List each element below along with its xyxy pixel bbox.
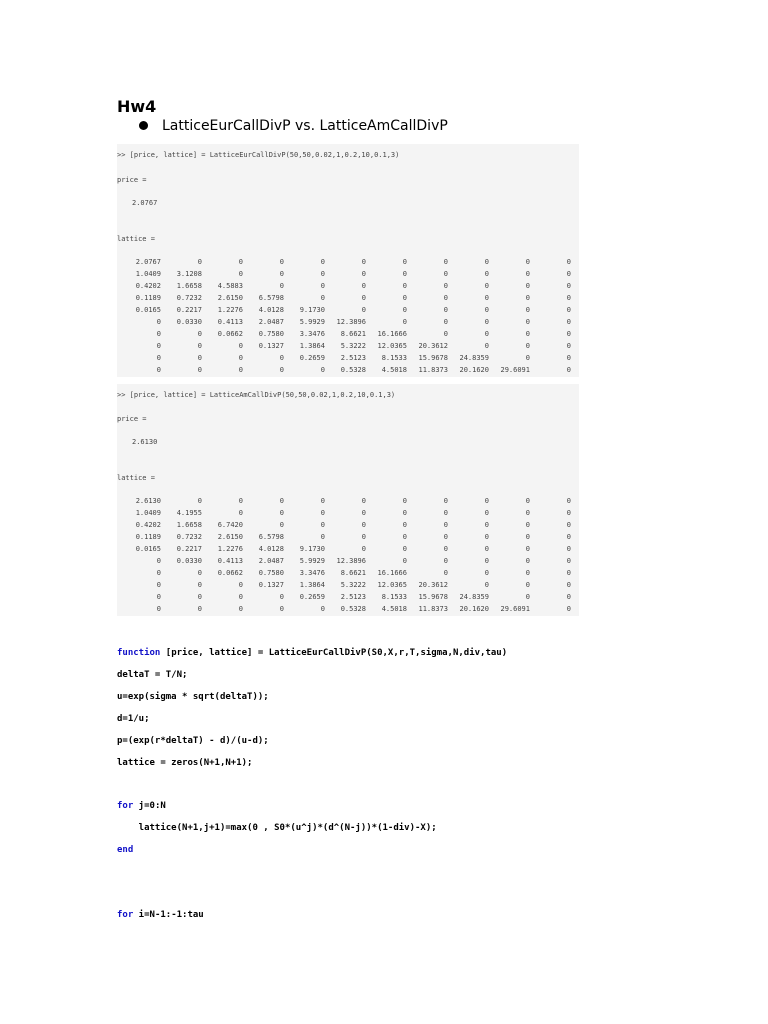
lattice-cell: 0	[402, 318, 407, 326]
bullet-icon	[139, 121, 148, 130]
lattice-cell: 0	[361, 306, 366, 314]
lattice-cell: 0	[238, 581, 243, 589]
lattice-cell: 0	[402, 294, 407, 302]
lattice-cell: 0	[525, 569, 530, 577]
lattice-cell: 0	[197, 330, 202, 338]
lattice-cell: 0.2659	[299, 593, 325, 601]
lattice-cell: 0.7232	[176, 294, 202, 302]
lattice-cell: 0	[566, 282, 571, 290]
lattice-cell: 0	[566, 366, 571, 374]
lattice-cell: 3.3476	[299, 330, 325, 338]
lattice-cell: 0	[197, 342, 202, 350]
lattice-cell: 0.5328	[340, 366, 366, 374]
lattice-cell: 0	[402, 258, 407, 266]
lattice-row	[117, 330, 579, 341]
lattice-cell: 0	[279, 521, 284, 529]
lattice-cell: 5.9929	[299, 318, 325, 326]
lattice-cell: 0	[156, 354, 161, 362]
lattice-cell: 0.0662	[217, 330, 243, 338]
lattice-cell: 0.7580	[258, 330, 284, 338]
lattice-cell: 0	[484, 497, 489, 505]
lattice-cell: 0.0165	[135, 306, 161, 314]
lattice-cell: 4.5018	[381, 366, 407, 374]
lattice-cell: 4.0128	[258, 545, 284, 553]
lattice-cell: 0	[525, 521, 530, 529]
code-line	[117, 910, 204, 920]
lattice-cell: 0.1189	[135, 533, 161, 541]
lattice-cell: 0	[197, 354, 202, 362]
lattice-row	[117, 294, 579, 305]
lattice-cell: 6.5798	[258, 533, 284, 541]
lattice-cell: 24.8359	[459, 354, 489, 362]
lattice-cell: 3.3476	[299, 569, 325, 577]
lattice-cell: 0	[566, 569, 571, 577]
lattice-cell: 0	[484, 509, 489, 517]
lattice-cell: 6.7420	[217, 521, 243, 529]
price-label: price =	[117, 415, 147, 423]
lattice-cell: 0	[525, 354, 530, 362]
lattice-cell: 0	[238, 366, 243, 374]
lattice-cell: 0	[484, 569, 489, 577]
lattice-cell: 0	[361, 497, 366, 505]
lattice-cell: 4.1955	[176, 509, 202, 517]
lattice-cell: 0	[525, 258, 530, 266]
lattice-cell: 20.1620	[459, 366, 489, 374]
lattice-cell: 0	[525, 581, 530, 589]
lattice-cell: 9.1730	[299, 306, 325, 314]
lattice-cell: 0	[443, 533, 448, 541]
code-line: lattice = zeros(N+1,N+1);	[117, 758, 253, 768]
lattice-row	[117, 557, 579, 568]
lattice-row	[117, 354, 579, 365]
lattice-cell: 0	[525, 306, 530, 314]
lattice-cell: 0	[156, 330, 161, 338]
lattice-cell: 2.0487	[258, 557, 284, 565]
lattice-row	[117, 318, 579, 329]
lattice-cell: 0	[361, 521, 366, 529]
lattice-cell: 0	[566, 270, 571, 278]
document-subtitle: LatticeEurCallDivP vs. LatticeAmCallDivP	[162, 118, 448, 134]
lattice-cell: 12.0365	[377, 581, 407, 589]
console-command: >> [price, lattice] = LatticeEurCallDivP(50,50,0.02,1,0.2,10,0.1,3)	[117, 151, 400, 159]
lattice-cell: 0.4113	[217, 318, 243, 326]
lattice-cell: 0	[238, 497, 243, 505]
lattice-cell: 2.6130	[135, 497, 161, 505]
lattice-row	[117, 605, 579, 616]
lattice-cell: 29.6091	[500, 605, 530, 613]
code-keyword: for	[117, 910, 134, 920]
lattice-cell: 0	[279, 354, 284, 362]
lattice-cell: 0	[197, 593, 202, 601]
lattice-cell: 4.5018	[381, 605, 407, 613]
lattice-cell: 1.6658	[176, 521, 202, 529]
lattice-cell: 0	[566, 545, 571, 553]
lattice-cell: 0	[443, 318, 448, 326]
lattice-cell: 0	[361, 270, 366, 278]
lattice-cell: 0	[443, 545, 448, 553]
lattice-cell: 1.2276	[217, 545, 243, 553]
lattice-cell: 0	[525, 318, 530, 326]
lattice-cell: 16.1666	[377, 330, 407, 338]
console-output-american	[117, 384, 579, 616]
lattice-cell: 0	[402, 509, 407, 517]
lattice-cell: 2.6150	[217, 533, 243, 541]
lattice-cell: 20.1620	[459, 605, 489, 613]
lattice-cell: 0	[156, 342, 161, 350]
lattice-cell: 0	[443, 521, 448, 529]
lattice-row	[117, 366, 579, 377]
lattice-row	[117, 342, 579, 353]
lattice-cell: 8.1533	[381, 354, 407, 362]
lattice-cell: 0	[566, 497, 571, 505]
lattice-cell: 0	[484, 306, 489, 314]
lattice-row	[117, 282, 579, 293]
lattice-cell: 0.1327	[258, 342, 284, 350]
lattice-cell: 0	[402, 497, 407, 505]
lattice-cell: 0	[525, 270, 530, 278]
lattice-row	[117, 521, 579, 532]
lattice-cell: 0	[197, 497, 202, 505]
lattice-cell: 0	[361, 533, 366, 541]
lattice-cell: 0	[279, 593, 284, 601]
lattice-cell: 0	[525, 509, 530, 517]
lattice-row	[117, 545, 579, 556]
lattice-cell: 5.3222	[340, 581, 366, 589]
lattice-cell: 8.1533	[381, 593, 407, 601]
lattice-cell: 0	[361, 258, 366, 266]
lattice-cell: 0	[525, 545, 530, 553]
lattice-cell: 0	[402, 270, 407, 278]
lattice-cell: 9.1730	[299, 545, 325, 553]
code-keyword: for	[117, 801, 134, 811]
lattice-cell: 0	[566, 533, 571, 541]
lattice-cell: 0	[484, 521, 489, 529]
lattice-cell: 0	[566, 330, 571, 338]
lattice-cell: 11.8373	[418, 605, 448, 613]
lattice-cell: 2.5123	[340, 593, 366, 601]
lattice-cell: 0.0330	[176, 318, 202, 326]
lattice-cell: 5.3222	[340, 342, 366, 350]
code-line	[117, 801, 166, 811]
lattice-cell: 0	[566, 306, 571, 314]
lattice-cell: 0.0165	[135, 545, 161, 553]
lattice-cell: 1.0409	[135, 270, 161, 278]
lattice-row	[117, 258, 579, 269]
lattice-cell: 0	[566, 318, 571, 326]
code-line: u=exp(sigma * sqrt(deltaT));	[117, 692, 269, 702]
lattice-row	[117, 581, 579, 592]
lattice-cell: 0	[361, 509, 366, 517]
lattice-cell: 0	[238, 509, 243, 517]
lattice-cell: 0	[443, 509, 448, 517]
lattice-cell: 0	[156, 366, 161, 374]
lattice-cell: 0	[566, 354, 571, 362]
lattice-cell: 0	[484, 294, 489, 302]
lattice-cell: 12.3896	[336, 557, 366, 565]
lattice-cell: 11.8373	[418, 366, 448, 374]
lattice-cell: 0.4113	[217, 557, 243, 565]
lattice-row	[117, 593, 579, 604]
lattice-cell: 0	[320, 366, 325, 374]
lattice-cell: 0	[238, 354, 243, 362]
code-line: d=1/u;	[117, 714, 150, 724]
lattice-cell: 0.4202	[135, 521, 161, 529]
lattice-cell: 0	[443, 497, 448, 505]
lattice-cell: 0	[320, 497, 325, 505]
lattice-cell: 0	[443, 557, 448, 565]
lattice-cell: 0	[320, 294, 325, 302]
lattice-cell: 2.0767	[135, 258, 161, 266]
lattice-cell: 0.2217	[176, 306, 202, 314]
lattice-cell: 0	[279, 270, 284, 278]
lattice-cell: 0	[566, 605, 571, 613]
code-keyword: function	[117, 648, 161, 658]
lattice-cell: 0	[566, 593, 571, 601]
lattice-cell: 0	[443, 282, 448, 290]
code-line: lattice(N+1,j+1)=max(0 , S0*(u^j)*(d^(N-j))*(1-div)-X);	[117, 823, 437, 833]
lattice-row	[117, 509, 579, 520]
lattice-cell: 0.2217	[176, 545, 202, 553]
lattice-cell: 0	[566, 581, 571, 589]
lattice-cell: 0	[156, 318, 161, 326]
lattice-cell: 0	[197, 605, 202, 613]
lattice-cell: 0	[484, 557, 489, 565]
lattice-cell: 0	[156, 593, 161, 601]
code-text: j=0:N	[133, 801, 166, 811]
lattice-label: lattice =	[117, 235, 155, 243]
lattice-cell: 2.5123	[340, 354, 366, 362]
lattice-cell: 0	[443, 569, 448, 577]
lattice-row	[117, 497, 579, 508]
lattice-cell: 0	[443, 294, 448, 302]
lattice-cell: 0.1327	[258, 581, 284, 589]
lattice-cell: 0	[402, 545, 407, 553]
code-line: deltaT = T/N;	[117, 670, 188, 680]
lattice-cell: 0	[525, 593, 530, 601]
price-label: price =	[117, 176, 147, 184]
lattice-cell: 1.3864	[299, 581, 325, 589]
code-line: p=(exp(r*deltaT) - d)/(u-d);	[117, 736, 269, 746]
lattice-cell: 0.4202	[135, 282, 161, 290]
lattice-cell: 0	[443, 258, 448, 266]
code-line	[117, 648, 507, 658]
lattice-cell: 0	[525, 330, 530, 338]
lattice-cell: 0.5328	[340, 605, 366, 613]
lattice-cell: 0	[156, 569, 161, 577]
lattice-row	[117, 270, 579, 281]
lattice-cell: 0	[566, 342, 571, 350]
lattice-cell: 0.7232	[176, 533, 202, 541]
lattice-cell: 0	[156, 581, 161, 589]
lattice-cell: 1.6658	[176, 282, 202, 290]
lattice-cell: 0	[320, 533, 325, 541]
lattice-cell: 0	[156, 557, 161, 565]
lattice-cell: 0	[566, 258, 571, 266]
lattice-cell: 15.9678	[418, 593, 448, 601]
lattice-cell: 0	[525, 533, 530, 541]
lattice-cell: 0	[443, 306, 448, 314]
lattice-cell: 4.5883	[217, 282, 243, 290]
lattice-cell: 0	[361, 282, 366, 290]
lattice-cell: 0	[279, 366, 284, 374]
lattice-cell: 15.9678	[418, 354, 448, 362]
lattice-row	[117, 533, 579, 544]
lattice-cell: 1.0409	[135, 509, 161, 517]
lattice-cell: 0	[238, 270, 243, 278]
lattice-cell: 0	[525, 294, 530, 302]
lattice-cell: 0	[279, 497, 284, 505]
lattice-cell: 0.2659	[299, 354, 325, 362]
lattice-cell: 0	[443, 270, 448, 278]
lattice-cell: 0.1189	[135, 294, 161, 302]
lattice-cell: 0	[484, 342, 489, 350]
code-keyword: end	[117, 845, 134, 855]
lattice-cell: 0	[525, 557, 530, 565]
lattice-row	[117, 569, 579, 580]
lattice-cell: 16.1666	[377, 569, 407, 577]
lattice-cell: 12.0365	[377, 342, 407, 350]
lattice-cell: 0	[279, 258, 284, 266]
lattice-cell: 0	[320, 270, 325, 278]
lattice-cell: 0	[320, 521, 325, 529]
lattice-cell: 0	[566, 521, 571, 529]
lattice-cell: 0	[238, 605, 243, 613]
lattice-cell: 0.0662	[217, 569, 243, 577]
lattice-cell: 3.1208	[176, 270, 202, 278]
lattice-cell: 0	[361, 545, 366, 553]
lattice-cell: 0	[484, 330, 489, 338]
lattice-cell: 0	[566, 509, 571, 517]
lattice-cell: 0	[443, 330, 448, 338]
code-text: [price, lattice] = LatticeEurCallDivP(S0,X,r,T,sigma,N,div,tau)	[160, 648, 508, 658]
lattice-cell: 0	[238, 258, 243, 266]
lattice-cell: 0	[238, 342, 243, 350]
lattice-cell: 0	[484, 581, 489, 589]
code-text: i=N-1:-1:tau	[133, 910, 204, 920]
lattice-cell: 0.7580	[258, 569, 284, 577]
lattice-cell: 0.0330	[176, 557, 202, 565]
lattice-cell: 0	[484, 533, 489, 541]
lattice-cell: 0	[197, 258, 202, 266]
lattice-cell: 0	[320, 258, 325, 266]
lattice-cell: 0	[484, 270, 489, 278]
lattice-cell: 0	[361, 294, 366, 302]
lattice-cell: 12.3896	[336, 318, 366, 326]
lattice-cell: 6.5798	[258, 294, 284, 302]
lattice-label: lattice =	[117, 474, 155, 482]
lattice-cell: 0	[402, 282, 407, 290]
lattice-cell: 0	[484, 282, 489, 290]
lattice-cell: 0	[279, 282, 284, 290]
lattice-cell: 0	[156, 605, 161, 613]
lattice-cell: 5.9929	[299, 557, 325, 565]
lattice-row	[117, 306, 579, 317]
lattice-cell: 0	[566, 557, 571, 565]
lattice-cell: 1.2276	[217, 306, 243, 314]
lattice-cell: 0	[525, 282, 530, 290]
lattice-cell: 8.6621	[340, 330, 366, 338]
price-value: 2.6130	[132, 438, 158, 446]
lattice-cell: 20.3612	[418, 581, 448, 589]
lattice-cell: 20.3612	[418, 342, 448, 350]
code-line	[117, 845, 133, 855]
lattice-cell: 0	[279, 509, 284, 517]
lattice-cell: 0	[525, 497, 530, 505]
lattice-cell: 0	[238, 593, 243, 601]
lattice-cell: 0	[320, 282, 325, 290]
console-output-european	[117, 144, 579, 377]
lattice-cell: 4.0128	[258, 306, 284, 314]
lattice-cell: 0	[320, 605, 325, 613]
lattice-cell: 0	[320, 509, 325, 517]
price-value: 2.0767	[132, 199, 158, 207]
lattice-cell: 0	[484, 258, 489, 266]
lattice-cell: 0	[402, 557, 407, 565]
lattice-cell: 2.6150	[217, 294, 243, 302]
lattice-cell: 0	[197, 581, 202, 589]
lattice-cell: 8.6621	[340, 569, 366, 577]
console-command: >> [price, lattice] = LatticeAmCallDivP(50,50,0.02,1,0.2,10,0.1,3)	[117, 391, 396, 399]
lattice-cell: 2.0487	[258, 318, 284, 326]
lattice-cell: 0	[279, 605, 284, 613]
lattice-cell: 24.8359	[459, 593, 489, 601]
lattice-cell: 0	[402, 306, 407, 314]
lattice-cell: 0	[484, 545, 489, 553]
lattice-cell: 0	[525, 342, 530, 350]
lattice-cell: 29.6091	[500, 366, 530, 374]
lattice-cell: 0	[197, 366, 202, 374]
lattice-cell: 0	[484, 318, 489, 326]
lattice-cell: 1.3864	[299, 342, 325, 350]
lattice-cell: 0	[566, 294, 571, 302]
lattice-cell: 0	[402, 521, 407, 529]
document-title: Hw4	[117, 97, 157, 116]
lattice-cell: 0	[402, 533, 407, 541]
lattice-cell: 0	[197, 569, 202, 577]
